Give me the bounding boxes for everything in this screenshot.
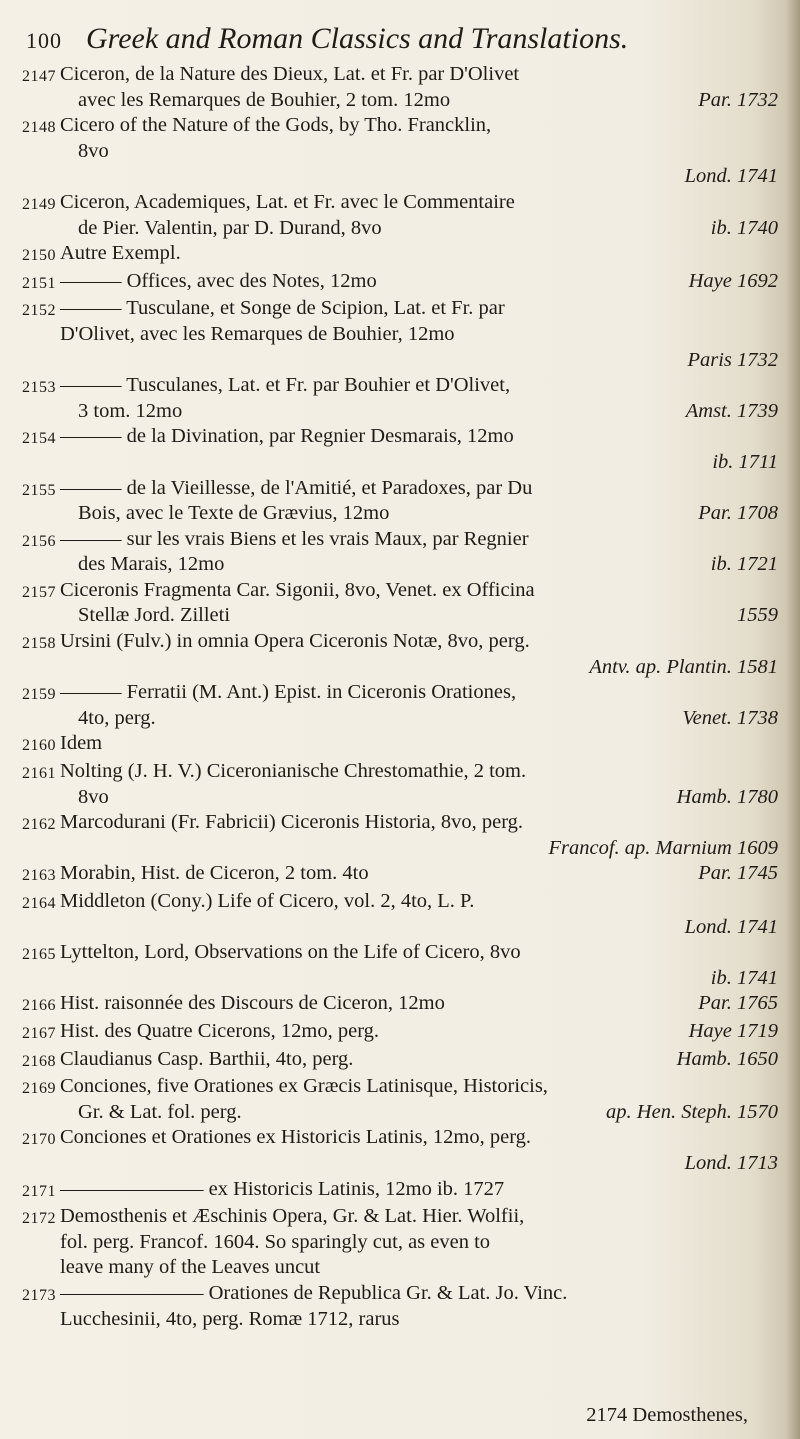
entry-imprint: Par. 1765 <box>698 992 778 1015</box>
catalog-entry <box>22 861 778 889</box>
entry-body <box>60 269 778 297</box>
catalog-entry <box>22 241 778 269</box>
entry-body <box>60 1125 778 1176</box>
entry-body <box>60 578 778 629</box>
catalog-entry <box>22 269 778 297</box>
entry-line <box>60 1125 778 1151</box>
catalog-entry <box>22 759 778 810</box>
catalog-entry <box>22 1074 778 1125</box>
entry-text: 3 tom. 12mo <box>78 399 183 422</box>
entry-body <box>60 373 778 424</box>
entry-text: 8vo <box>78 139 109 162</box>
entry-text: Hist. des Quatre Cicerons, 12mo, perg. <box>60 1019 380 1042</box>
entry-line <box>60 991 778 1017</box>
entry-text: Idem <box>60 732 103 755</box>
entry-body <box>60 1204 778 1281</box>
entry-text: 8vo <box>78 785 109 808</box>
entry-text: Bois, avec le Texte de Grævius, 12mo <box>78 502 390 525</box>
page-gutter-shadow <box>786 0 800 1439</box>
entry-body <box>60 1019 778 1047</box>
catalog-entry <box>22 889 778 940</box>
entry-line <box>60 1047 778 1073</box>
entry-number: 2163 <box>22 867 56 885</box>
entry-number: 2165 <box>22 946 56 964</box>
entry-line <box>60 889 778 915</box>
entry-text: 4to, perg. <box>78 706 156 729</box>
entry-line <box>60 139 778 165</box>
entry-line <box>60 1100 778 1126</box>
entry-body <box>60 629 778 680</box>
entry-text: des Marais, 12mo <box>78 553 225 576</box>
entry-line <box>60 706 778 732</box>
catalog-entry <box>22 1177 778 1205</box>
entry-imprint: Lond. 1741 <box>684 915 778 938</box>
entry-body <box>60 1281 778 1332</box>
entry-text: ——— Ferratii (M. Ant.) Epist. in Ciceronis Orationes, <box>60 681 517 704</box>
entry-number: 2156 <box>22 532 56 550</box>
entry-line <box>60 296 778 322</box>
entry-line <box>60 373 778 399</box>
entry-text: ——— Tusculanes, Lat. et Fr. par Bouhier et D'Olivet, <box>60 374 511 397</box>
entry-imprint: Amst. 1739 <box>685 399 778 422</box>
entry-imprint: Par. 1745 <box>698 862 778 885</box>
catalog-entry <box>22 940 778 991</box>
entry-line <box>60 940 778 966</box>
entry-number: 2173 <box>22 1286 56 1304</box>
catalog-entry <box>22 680 778 731</box>
entry-line <box>60 1281 778 1307</box>
entry-text: Nolting (J. H. V.) Ciceronianische Chrestomathie, 2 tom. <box>60 760 527 783</box>
entry-text: Ciceron, de la Nature des Dieux, Lat. et Fr. par D'Olivet <box>60 63 520 85</box>
catalog-entry <box>22 373 778 424</box>
catalog-entry <box>22 629 778 680</box>
entry-text: Autre Exempl. <box>60 242 181 265</box>
entry-body <box>60 190 778 241</box>
entry-line <box>60 759 778 785</box>
entry-number: 2171 <box>22 1182 56 1200</box>
entry-body <box>60 241 778 269</box>
entry-line <box>60 861 778 887</box>
entry-number: 2166 <box>22 997 56 1015</box>
entry-line <box>60 216 778 242</box>
entry-number: 2154 <box>22 430 56 448</box>
entry-text: ——————— ex Historicis Latinis, 12mo ib. 1727 <box>60 1177 505 1200</box>
running-head: Greek and Roman Classics and Translations. <box>86 22 629 55</box>
entry-text: Morabin, Hist. de Ciceron, 2 tom. 4to <box>60 862 369 885</box>
entry-text: fol. perg. Francof. 1604. So sparingly cut, as even to <box>60 1230 491 1253</box>
entry-body <box>60 296 778 373</box>
entry-imprint: Lond. 1741 <box>684 165 778 188</box>
entry-imprint: Haye 1719 <box>688 1019 778 1042</box>
entry-number: 2150 <box>22 247 56 265</box>
entry-number: 2148 <box>22 119 56 137</box>
catalog-entry <box>22 62 778 113</box>
entry-text: Ciceronis Fragmenta Car. Sigonii, 8vo, Venet. ex Officina <box>60 578 535 601</box>
entry-text: Ciceron, Academiques, Lat. et Fr. avec le Commentaire <box>60 190 515 213</box>
entry-imprint: ib. 1721 <box>710 553 778 576</box>
entry-imprint: ib. 1741 <box>710 966 778 989</box>
catalog-entry <box>22 578 778 629</box>
entry-text: Claudianus Casp. Barthii, 4to, perg. <box>60 1047 354 1070</box>
entry-number: 2170 <box>22 1131 56 1149</box>
entry-imprint: Venet. 1738 <box>682 706 778 729</box>
entry-imprint: Hamb. 1780 <box>676 785 778 808</box>
entry-imprint: Antv. ap. Plantin. 1581 <box>589 655 778 678</box>
entry-line <box>60 680 778 706</box>
entry-body <box>60 810 778 861</box>
entry-line <box>60 501 778 527</box>
entry-line <box>60 552 778 578</box>
entry-line <box>60 578 778 604</box>
entry-imprint: 1559 <box>737 604 778 627</box>
entry-body <box>60 424 778 475</box>
entry-number: 2149 <box>22 195 56 213</box>
entry-number: 2147 <box>22 68 56 85</box>
entry-line <box>60 1255 778 1281</box>
entry-imprint: Paris 1732 <box>687 348 778 371</box>
entry-imprint: ib. 1711 <box>712 450 778 473</box>
entry-number: 2153 <box>22 379 56 397</box>
entry-number: 2167 <box>22 1024 56 1042</box>
entry-text: Conciones, five Orationes ex Græcis Latinisque, Historicis, <box>60 1075 548 1098</box>
entry-text: Middleton (Cony.) Life of Cicero, vol. 2, 4to, L. P. <box>60 890 475 912</box>
entry-text: ——— Offices, avec des Notes, 12mo <box>60 269 377 292</box>
catalog-entry <box>22 296 778 373</box>
entry-number: 2164 <box>22 895 56 912</box>
entry-text: leave many of the Leaves uncut <box>60 1256 321 1279</box>
entry-line <box>60 113 778 139</box>
page-number: 100 <box>26 28 62 53</box>
entry-line <box>60 190 778 216</box>
entry-body <box>60 476 778 527</box>
entry-text: ——————— Orationes de Republica Gr. & Lat. Jo. Vinc. <box>60 1281 568 1304</box>
entry-number: 2157 <box>22 583 56 601</box>
catalog-entry <box>22 1047 778 1075</box>
entry-imprint: ib. 1740 <box>710 216 778 239</box>
entry-body <box>60 527 778 578</box>
catalog-entry <box>22 731 778 759</box>
entry-line <box>60 88 778 114</box>
entry-body <box>60 62 778 113</box>
entry-text: Cicero of the Nature of the Gods, by Tho. Francklin, <box>60 114 492 137</box>
entry-number: 2151 <box>22 274 56 292</box>
entry-text: Lucchesinii, 4to, perg. Romæ 1712, rarus <box>60 1307 400 1330</box>
catalog-entry <box>22 424 778 475</box>
entry-imprint: Francof. ap. Marnium 1609 <box>548 836 778 859</box>
entry-imprint: Lond. 1713 <box>684 1151 778 1174</box>
entry-text: Ursini (Fulv.) in omnia Opera Ciceronis Notæ, 8vo, perg. <box>60 630 530 653</box>
entry-imprint: Haye 1692 <box>688 269 778 292</box>
catalog-entry <box>22 1019 778 1047</box>
entry-text: ——— Tusculane, et Songe de Scipion, Lat. et Fr. par <box>60 297 505 320</box>
entry-number: 2160 <box>22 737 56 755</box>
catalog-entry <box>22 527 778 578</box>
entry-text: ——— sur les vrais Biens et les vrais Maux, par Regnier <box>60 527 529 550</box>
entry-text: Stellæ Jord. Zilleti <box>78 604 231 627</box>
catchword: 2174 Demosthenes, <box>586 1404 748 1426</box>
entry-line <box>60 810 778 836</box>
entry-line <box>60 1230 778 1256</box>
entry-line <box>60 241 778 267</box>
entry-text: Conciones et Orationes ex Historicis Latinis, 12mo, perg. <box>60 1126 532 1149</box>
entry-imprint: Par. 1708 <box>698 502 778 525</box>
entry-line <box>60 629 778 655</box>
catalog-entry <box>22 113 778 190</box>
entry-line <box>60 1074 778 1100</box>
entry-body <box>60 113 778 190</box>
entry-line <box>60 424 778 450</box>
entry-number: 2155 <box>22 481 56 499</box>
entry-imprint: Par. 1732 <box>698 88 778 111</box>
entry-body <box>60 759 778 810</box>
entry-line <box>60 603 778 629</box>
entry-imprint: ap. Hen. Steph. 1570 <box>606 1100 778 1123</box>
catalog-entry <box>22 810 778 861</box>
entry-number: 2172 <box>22 1210 56 1228</box>
entry-text: Gr. & Lat. fol. perg. <box>78 1100 242 1123</box>
entry-imprint: Hamb. 1650 <box>676 1047 778 1070</box>
entry-number: 2162 <box>22 816 56 834</box>
entry-line <box>60 476 778 502</box>
catalog-entries <box>22 62 778 1332</box>
entry-body <box>60 1177 778 1205</box>
entry-number: 2169 <box>22 1080 56 1098</box>
entry-text: avec les Remarques de Bouhier, 2 tom. 12mo <box>78 88 451 111</box>
entry-body <box>60 731 778 759</box>
entry-text: D'Olivet, avec les Remarques de Bouhier, 12mo <box>60 322 455 345</box>
catalog-entry <box>22 991 778 1019</box>
entry-line <box>60 731 778 757</box>
entry-text: Demosthenis et Æschinis Opera, Gr. & Lat. Hier. Wolfii, <box>60 1205 525 1228</box>
entry-line <box>60 1307 778 1333</box>
entry-line <box>60 269 778 295</box>
catalog-entry <box>22 1125 778 1176</box>
entry-line <box>60 785 778 811</box>
entry-text: de Pier. Valentin, par D. Durand, 8vo <box>78 216 382 239</box>
entry-number: 2161 <box>22 765 56 783</box>
entry-line <box>60 399 778 425</box>
entry-line <box>60 1019 778 1045</box>
entry-number: 2168 <box>22 1052 56 1070</box>
entry-number: 2158 <box>22 635 56 653</box>
entry-line <box>60 322 778 348</box>
entry-line <box>60 62 778 88</box>
catalog-entry <box>22 476 778 527</box>
entry-body <box>60 889 778 940</box>
entry-text: Hist. raisonnée des Discours de Ciceron, 12mo <box>60 992 445 1015</box>
entry-number: 2152 <box>22 302 56 320</box>
entry-line <box>60 527 778 553</box>
entry-body <box>60 991 778 1019</box>
entry-body <box>60 1074 778 1125</box>
entry-text: ——— de la Vieillesse, de l'Amitié, et Paradoxes, par Du <box>60 476 533 499</box>
entry-number: 2159 <box>22 686 56 704</box>
catalog-entry <box>22 1281 778 1332</box>
entry-text: Marcodurani (Fr. Fabricii) Ciceronis Historia, 8vo, perg. <box>60 811 524 834</box>
entry-text: ——— de la Divination, par Regnier Desmarais, 12mo <box>60 425 514 448</box>
entry-body <box>60 1047 778 1075</box>
entry-text: Lyttelton, Lord, Observations on the Life of Cicero, 8vo <box>60 941 521 964</box>
page-header <box>26 22 766 56</box>
entry-line <box>60 1204 778 1230</box>
entry-body <box>60 861 778 889</box>
entry-body <box>60 680 778 731</box>
catalog-entry <box>22 1204 778 1281</box>
entry-body <box>60 940 778 991</box>
entry-line <box>60 1177 778 1203</box>
catalog-entry <box>22 190 778 241</box>
